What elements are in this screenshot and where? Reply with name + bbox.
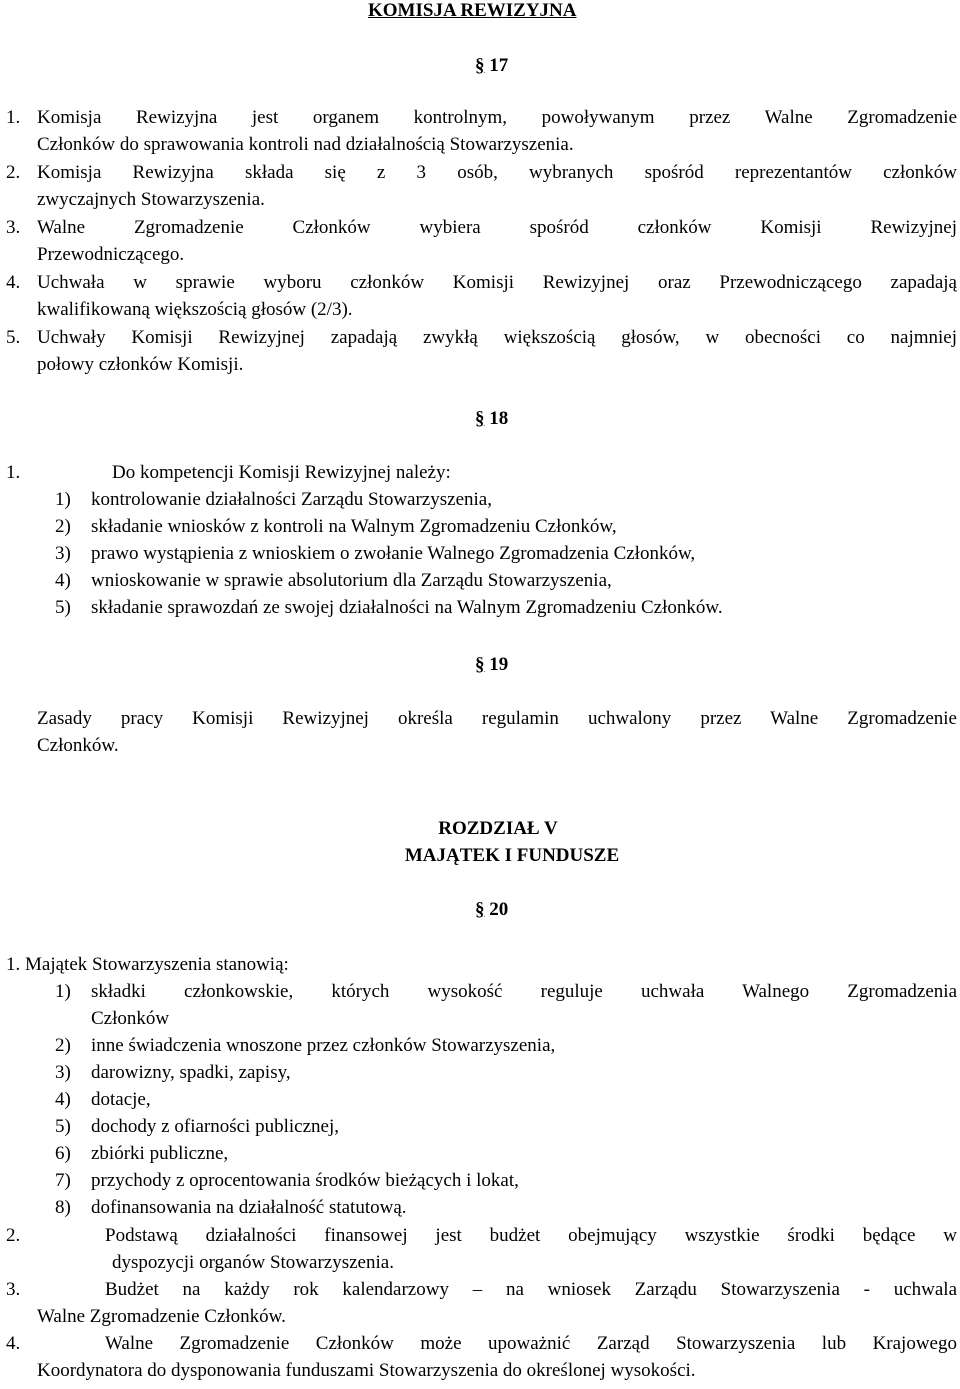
item-text-line: Komisja Rewizyjna jest organem kontrolnym, powoływanym przez Walne Zgromadzenie	[37, 107, 957, 128]
chapter-subtitle: MAJĄTEK I FUNDUSZE	[404, 845, 620, 866]
list-item-number: 4)	[55, 1089, 71, 1110]
section-number: 19	[489, 654, 509, 675]
item-number: 3.	[6, 1279, 21, 1300]
item-text-line: kwalifikowaną większością głosów (2/3).	[37, 299, 353, 320]
section-number: 18	[489, 408, 509, 429]
item-text-line: Członków do sprawowania kontroli nad działalnością Stowarzyszenia.	[37, 134, 574, 155]
section-symbol: §	[475, 55, 485, 76]
paragraph-20-header	[475, 896, 508, 923]
item-text-line: Uchwały Komisji Rewizyjnej zapadają zwykłą większością głosów, w obecności co najmniej	[37, 327, 957, 348]
list-item-number: 1)	[55, 981, 71, 1002]
item-text-line: 1. Majątek Stowarzyszenia stanowią:	[6, 954, 289, 975]
list-item-number: 1)	[55, 489, 71, 510]
list-item-number: 5)	[55, 1116, 71, 1137]
item-text-line: Walne Zgromadzenie Członków wybiera spośród członków Komisji Rewizyjnej	[37, 217, 957, 238]
section-symbol: §	[475, 408, 485, 429]
list-item-text: kontrolowanie działalności Zarządu Stowarzyszenia,	[91, 489, 492, 510]
paragraph-text-line: Członków.	[37, 735, 119, 756]
item-text-line: dyspozycji organów Stowarzyszenia.	[112, 1252, 394, 1273]
item-number: 1.	[6, 107, 21, 128]
item-number: 1.	[6, 462, 21, 483]
item-text-line: Komisja Rewizyjna składa się z 3 osób, wybranych spośród reprezentantów członków	[37, 162, 957, 183]
section-symbol: §	[475, 654, 485, 675]
list-item-text: wnioskowanie w sprawie absolutorium dla Zarządu Stowarzyszenia,	[91, 570, 612, 591]
list-item-text: składanie sprawozdań ze swojej działalności na Walnym Zgromadzeniu Członków.	[91, 597, 723, 618]
list-item-number: 5)	[55, 597, 71, 618]
paragraph-19-header	[475, 651, 508, 678]
item-text-line: Podstawą działalności finansowej jest budżet obejmujący wszystkie środki będące w	[105, 1225, 957, 1246]
item-text-line: zwyczajnych Stowarzyszenia.	[37, 189, 265, 210]
list-item-text: darowizny, spadki, zapisy,	[91, 1062, 291, 1083]
item-number: 4.	[6, 272, 21, 293]
list-item-text: przychody z oprocentowania środków bieżących i lokat,	[91, 1170, 519, 1191]
item-text-line: Walne Zgromadzenie Członków może upoważnić Zarząd Stowarzyszenia lub Krajowego	[105, 1333, 957, 1354]
list-item-number: 2)	[55, 1035, 71, 1056]
list-item-number: 4)	[55, 570, 71, 591]
item-text-line: Walne Zgromadzenie Członków.	[37, 1306, 286, 1327]
list-item-text: Członków	[91, 1008, 170, 1029]
item-number: 2.	[6, 1225, 21, 1246]
list-item-number: 3)	[55, 1062, 71, 1083]
list-item-text: inne świadczenia wnoszone przez członków Stowarzyszenia,	[91, 1035, 556, 1056]
list-item-text: składki członkowskie, których wysokość reguluje uchwała Walnego Zgromadzenia	[91, 981, 957, 1002]
list-item-text: dochody z ofiarności publicznej,	[91, 1116, 339, 1137]
item-text-line: połowy członków Komisji.	[37, 354, 244, 375]
list-item-number: 3)	[55, 543, 71, 564]
list-item-number: 7)	[55, 1170, 71, 1191]
section-symbol: §	[475, 899, 485, 920]
list-item-number: 2)	[55, 516, 71, 537]
list-item-text: prawo wystąpienia z wnioskiem o zwołanie Walnego Zgromadzenia Członków,	[91, 543, 696, 564]
item-number: 2.	[6, 162, 21, 183]
item-text-line: Przewodniczącego.	[37, 244, 185, 265]
list-item-number: 8)	[55, 1197, 71, 1218]
list-item-text: dotacje,	[91, 1089, 151, 1110]
paragraph-17-header	[475, 52, 508, 79]
item-text-line: Budżet na każdy rok kalendarzowy – na wniosek Zarządu Stowarzyszenia - uchwala	[105, 1279, 957, 1300]
paragraph-text-line: Zasady pracy Komisji Rewizyjnej określa regulamin uchwalony przez Walne Zgromadzenie	[37, 708, 957, 729]
item-text-line: Do kompetencji Komisji Rewizyjnej należy:	[112, 462, 451, 483]
section-heading: KOMISJA REWIZYJNA	[368, 0, 577, 21]
section-number: 17	[489, 55, 509, 76]
paragraph-18-header	[475, 405, 508, 432]
list-item-text: zbiórki publiczne,	[91, 1143, 229, 1164]
list-item-text: składanie wniosków z kontroli na Walnym Zgromadzeniu Członków,	[91, 516, 617, 537]
list-item-number: 6)	[55, 1143, 71, 1164]
chapter-title: ROZDZIAŁ V	[438, 818, 558, 839]
item-number: 3.	[6, 217, 21, 238]
item-text-line: Koordynatora do dysponowania funduszami Stowarzyszenia do określonej wysokości.	[37, 1360, 696, 1381]
list-item-text: dofinansowania na działalność statutową.	[91, 1197, 407, 1218]
item-number: 5.	[6, 327, 21, 348]
section-number: 20	[489, 899, 509, 920]
item-number: 4.	[6, 1333, 21, 1354]
item-text-line: Uchwała w sprawie wyboru członków Komisji Rewizyjnej oraz Przewodniczącego zapadają	[37, 272, 957, 293]
